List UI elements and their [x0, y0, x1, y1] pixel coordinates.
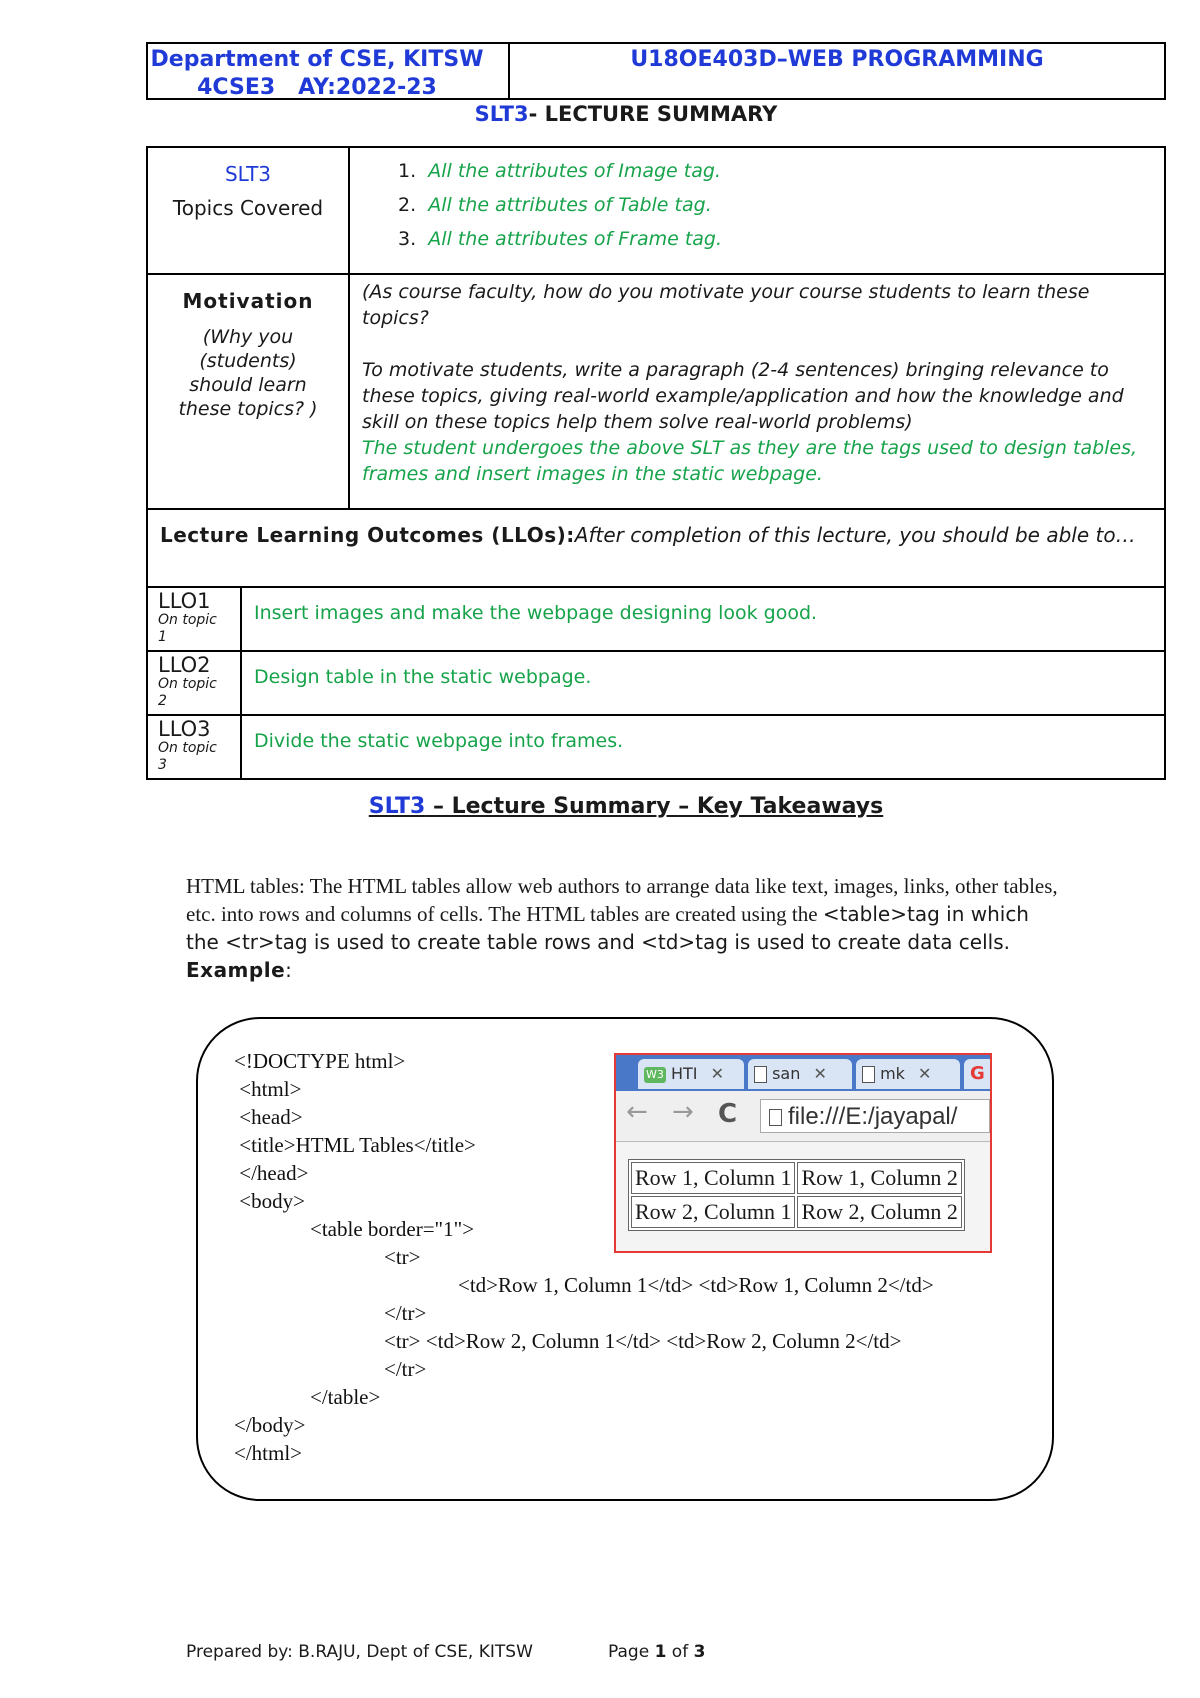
- llo-topic-ref: On topic: [158, 740, 217, 756]
- code-line: <body>: [234, 1189, 305, 1213]
- llo-header-bold: Lecture Learning Outcomes (LLOs):: [160, 523, 575, 547]
- llo-id: LLO3: [158, 717, 211, 741]
- page-icon: [862, 1066, 875, 1083]
- department-line: Department of CSE, KITSW: [150, 47, 484, 72]
- forward-arrow-icon[interactable]: →: [672, 1097, 694, 1127]
- close-icon[interactable]: ✕: [813, 1064, 827, 1083]
- table-cell: Row 1, Column 2: [797, 1162, 961, 1194]
- motivation-answer: The student undergoes the above SLT as they are the tags used to design tables, frames and insert images in the static webpage.: [362, 437, 1138, 485]
- reload-icon[interactable]: C: [718, 1099, 738, 1129]
- topics-label-cell: [146, 146, 350, 275]
- code-line: </tr>: [384, 1357, 427, 1381]
- section-title-rest: – Lecture Summary – Key Takeaways: [425, 794, 884, 819]
- url-text: file:///E:/jayapal/: [788, 1103, 958, 1130]
- browser-tab[interactable]: [856, 1059, 960, 1089]
- topics-covered-label: Topics Covered: [172, 196, 324, 220]
- llo-id: LLO1: [158, 589, 211, 613]
- section-title: [0, 794, 1200, 819]
- llo-id-cell: [146, 650, 242, 716]
- table-cell: Row 2, Column 1: [631, 1196, 795, 1228]
- table-row: [631, 1196, 962, 1228]
- llo-text-cell: [240, 714, 1166, 780]
- body-sans-text: <table>tag in which the <tr>tag is used to create table rows and <td>tag is used to create data cells.: [186, 902, 1029, 954]
- code-line: </head>: [234, 1161, 309, 1185]
- department-info: [126, 46, 508, 102]
- page-label: Page: [608, 1642, 655, 1662]
- topic-item: [398, 194, 1164, 216]
- topic-text: All the attributes of Frame tag.: [428, 228, 723, 250]
- browser-tab[interactable]: [638, 1059, 744, 1089]
- code-line: <head>: [234, 1105, 303, 1129]
- llo-id-cell: [146, 714, 242, 780]
- close-icon[interactable]: ✕: [918, 1064, 932, 1083]
- llo-id: LLO2: [158, 653, 211, 677]
- code-line: <tr>: [384, 1245, 421, 1269]
- example-label: Example: [186, 958, 286, 982]
- llo-topic-num: 2: [158, 693, 167, 709]
- llo-topic-ref: On topic: [158, 612, 217, 628]
- table-cell: Row 1, Column 1: [631, 1162, 795, 1194]
- code-line: <html>: [234, 1077, 302, 1101]
- page-of-label: of: [666, 1642, 694, 1662]
- code-line: <!DOCTYPE html>: [234, 1049, 406, 1073]
- page-icon: [754, 1066, 767, 1083]
- topics-list-cell: [348, 146, 1166, 275]
- topic-item: [398, 160, 1164, 182]
- body-paragraph: [186, 872, 1066, 984]
- llo-header-cell: [146, 508, 1166, 588]
- page-total: 3: [693, 1642, 706, 1662]
- topic-text: All the attributes of Image tag.: [428, 160, 721, 182]
- motivation-label: Motivation: [182, 289, 314, 313]
- browser-tab[interactable]: [748, 1059, 852, 1089]
- code-line: </html>: [234, 1441, 303, 1465]
- topic-number: 3.: [398, 228, 417, 250]
- code-line: </body>: [234, 1413, 306, 1437]
- code-line: <table border="1">: [310, 1217, 475, 1241]
- llo-text: Design table in the static webpage.: [254, 666, 592, 688]
- browser-tab-label: mk: [880, 1064, 905, 1083]
- table-cell: Row 2, Column 2: [797, 1196, 961, 1228]
- rendered-table: [628, 1159, 965, 1231]
- browser-tab-label: san: [772, 1064, 801, 1083]
- topic-number: 2.: [398, 194, 417, 216]
- example-colon: :: [285, 958, 292, 982]
- topic-text: All the attributes of Table tag.: [428, 194, 712, 216]
- footer-prepared-by: Prepared by: B.RAJU, Dept of CSE, KITSW: [186, 1642, 533, 1662]
- motivation-text-cell: [348, 273, 1166, 510]
- browser-toolbar: [616, 1091, 990, 1142]
- topic-item: [398, 228, 1164, 250]
- page-icon: [769, 1109, 782, 1126]
- llo-topic-num: 3: [158, 757, 167, 773]
- browser-screenshot: [614, 1053, 992, 1253]
- google-tab[interactable]: [964, 1059, 992, 1089]
- code-line: </table>: [310, 1385, 381, 1409]
- course-code: U18OE403D–WEB PROGRAMMING: [630, 47, 1044, 72]
- browser-tab-label: HTI: [670, 1064, 698, 1083]
- llo-id-cell: [146, 586, 242, 652]
- title-rest: - LECTURE SUMMARY: [528, 102, 778, 126]
- topic-number: 1.: [398, 160, 417, 182]
- llo-text-cell: [240, 650, 1166, 716]
- llo-text: Divide the static webpage into frames.: [254, 730, 624, 752]
- page-current: 1: [654, 1642, 667, 1662]
- close-icon[interactable]: ✕: [710, 1064, 724, 1083]
- motivation-label-cell: [146, 273, 350, 510]
- code-line: </tr>: [384, 1301, 427, 1325]
- browser-tab-bar: [616, 1055, 990, 1091]
- page-title: [0, 102, 1200, 126]
- body-serif-text: HTML tables: The HTML tables allow web authors to arrange data like text, images, links, other tables, etc. into rows and columns of cells. The HTML tables are created using the: [186, 874, 1058, 926]
- llo-topic-ref: On topic: [158, 676, 217, 692]
- code-line: <td>Row 1, Column 1</td> <td>Row 1, Column 2</td>: [458, 1273, 934, 1297]
- topics-slt-label: SLT3: [224, 162, 272, 186]
- motivation-sub: (Why you (students) should learn these topics? ): [178, 326, 318, 420]
- header-box: [146, 42, 1166, 100]
- section-title-link[interactable]: SLT3: [368, 794, 426, 819]
- llo-topic-num: 1: [158, 629, 167, 645]
- address-bar[interactable]: [760, 1099, 990, 1133]
- table-row: [631, 1162, 962, 1194]
- code-line: <tr> <td>Row 2, Column 1</td> <td>Row 2, Column 2</td>: [384, 1329, 902, 1353]
- class-year-line: 4CSE3 AY:2022-23: [197, 75, 437, 100]
- llo-text: Insert images and make the webpage designing look good.: [254, 602, 818, 624]
- google-icon: G: [970, 1063, 985, 1084]
- back-arrow-icon[interactable]: ←: [626, 1097, 648, 1127]
- footer-page-number: [608, 1642, 705, 1662]
- title-prefix: SLT3: [474, 102, 529, 126]
- llo-text-cell: [240, 586, 1166, 652]
- motivation-instruction: (As course faculty, how do you motivate your course students to learn these topics?: [362, 281, 1090, 329]
- w3-icon: W3: [646, 1067, 664, 1081]
- llo-header-italic: After completion of this lecture, you should be able to…: [574, 523, 1136, 547]
- code-line: <title>HTML Tables</title>: [234, 1133, 476, 1157]
- motivation-guidance: To motivate students, write a paragraph (2-4 sentences) bringing relevance to these topics, giving real-world example/application and how the knowledge and skill on these topics help them solve real-world problems): [362, 359, 1124, 433]
